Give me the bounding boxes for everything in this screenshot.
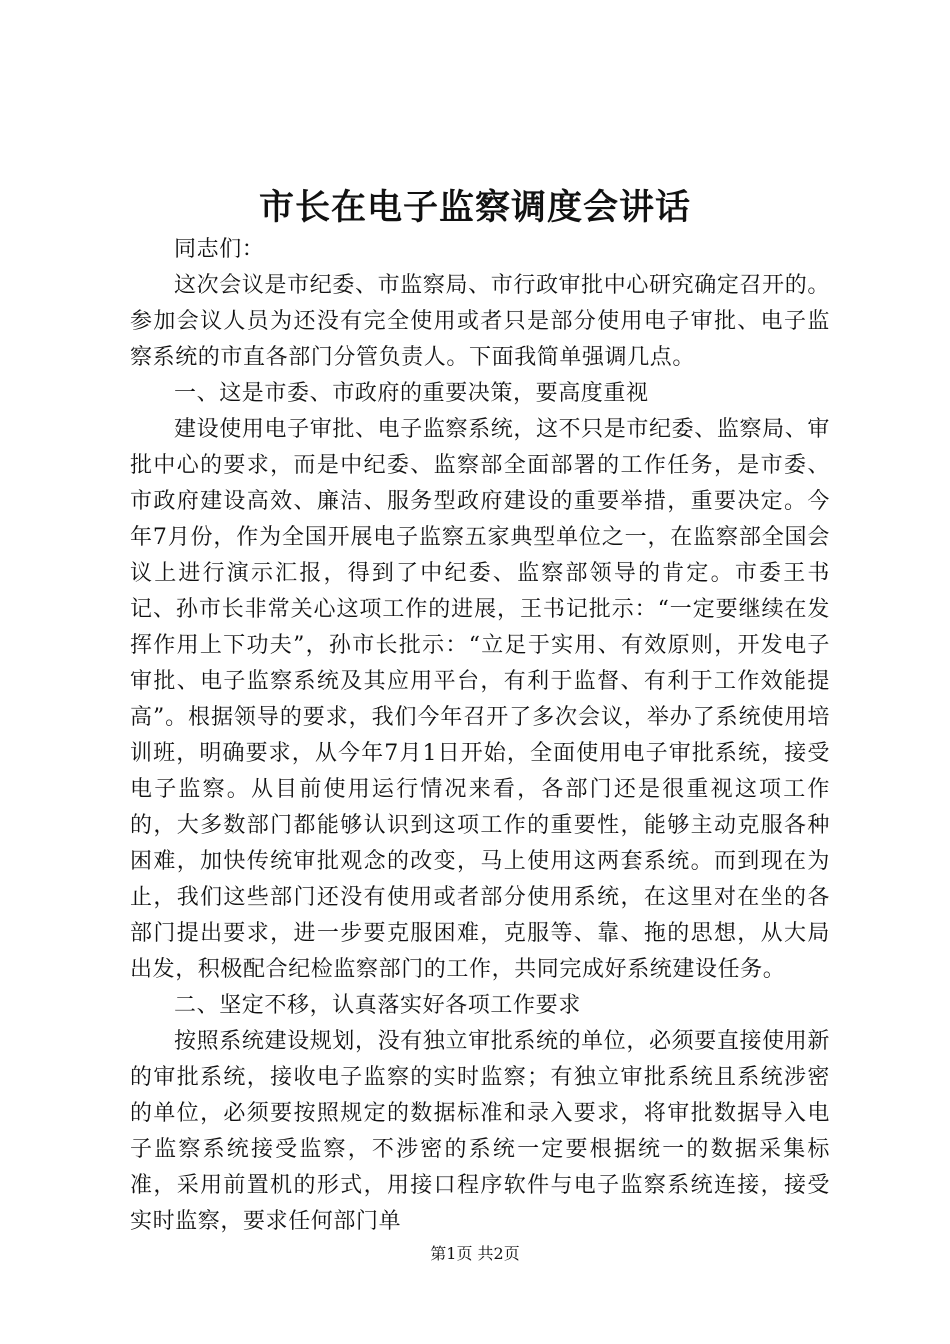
paragraph-salutation: 同志们：	[174, 237, 265, 262]
paragraph-section-1: 建设使用电子审批、电子监察系统，这不只是市纪委、监察局、审批中心的要求，而是中纪委、监察部全面部署的工作任务，是市委、市政府建设高效、廉洁、服务型政府建设的重要举措，重要决定。今年7月份，作为全国开展电子监察五家典型单位之一，在监察部全国会议上进行演示汇报，得到了中纪委、监察部领导的肯定。市委王书记、孙市长非常关心这项工作的进展，王书记批示：“一定要继续在发挥作用上下功夫”，孙市长批示：“立足于实用、有效原则，开发电子审批、电子监察系统及其应用平台，有利于监督、有利于工作效能提高”。根据领导的要求，我们今年召开了多次会议，举办了系统使用培训班，明确要求，从今年7月1日开始，全面使用电子审批系统，接受电子监察。从目前使用运行情况来看，各部门还是很重视这项工作的，大多数部门都能够认识到这项工作的重要性，能够主动克服各种困难，加快传统审批观念的改变，马上使用这两套系统。而到现在为止，我们这些部门还没有使用或者部分使用系统，在这里对在坐的各部门提出要求，进一步要克服困难，克服等、靠、拖的思想，从大局出发，积极配合纪检监察部门的工作，共同完成好系统建设任务。	[130, 417, 830, 982]
section-heading-1: 一、这是市委、市政府的重要决策，要高度重视	[174, 381, 649, 406]
document-title: 市长在电子监察调度会讲话	[258, 187, 691, 228]
page-number-footer: 第1页 共2页	[430, 1244, 520, 1263]
document-body	[130, 232, 830, 1240]
paragraph-section-2: 按照系统建设规划，没有独立审批系统的单位，必须要直接使用新的审批系统，接收电子监察的实时监察；有独立审批系统且系统涉密的单位，必须要按照规定的数据标准和录入要求，将审批数据导入电子监察系统接受监察，不涉密的系统一定要根据统一的数据采集标准，采用前置机的形式，用接口程序软件与电子监察系统连接，接受实时监察，要求任何部门单	[130, 1029, 830, 1234]
paragraph-intro: 这次会议是市纪委、市监察局、市行政审批中心研究确定召开的。参加会议人员为还没有完全使用或者只是部分使用电子审批、电子监察系统的市直各部门分管负责人。下面我简单强调几点。	[130, 273, 830, 370]
section-heading-2: 二、坚定不移，认真落实好各项工作要求	[174, 993, 581, 1018]
